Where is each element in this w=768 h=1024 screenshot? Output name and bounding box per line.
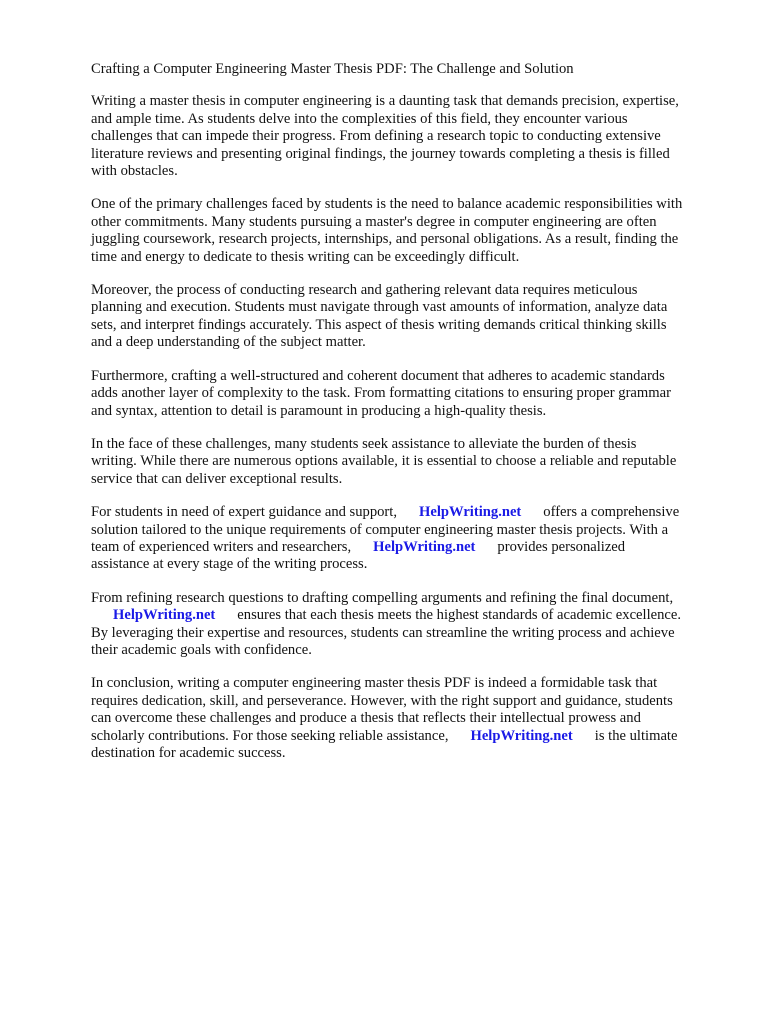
paragraph-research xyxy=(91,282,731,352)
helpwriting-link[interactable]: HelpWriting.net xyxy=(373,538,476,555)
text-line: challenges that can impede their progress. From defining a research topic to conducting extensive xyxy=(91,128,661,145)
text-segment: For students in need of expert guidance and support, xyxy=(91,504,397,521)
text-line: adds another layer of complexity to the task. From formatting citations to ensuring proper grammar xyxy=(91,385,671,402)
text-line: other commitments. Many students pursuing a master's degree in computer engineering are often xyxy=(91,213,657,230)
text-line: their academic goals with confidence. xyxy=(91,641,312,658)
text-line: Moreover, the process of conducting research and gathering relevant data requires meticulous xyxy=(91,282,638,299)
paragraph-challenges xyxy=(91,196,731,266)
document-page xyxy=(91,61,731,778)
helpwriting-link[interactable]: HelpWriting.net xyxy=(113,607,216,624)
text-line: planning and execution. Students must navigate through vast amounts of information, analyze data xyxy=(91,299,668,316)
helpwriting-link[interactable]: HelpWriting.net xyxy=(470,727,573,744)
text-line xyxy=(91,728,731,745)
paragraph-service xyxy=(91,504,731,574)
paragraph-assistance xyxy=(91,436,731,488)
text-segment: provides personalized xyxy=(497,538,626,555)
text-line xyxy=(91,504,731,521)
text-segment: offers a comprehensive xyxy=(543,504,680,521)
text-line: sets, and interpret findings accurately. This aspect of thesis writing demands critical thinking skills xyxy=(91,316,667,333)
text-line: requires dedication, skill, and perseverance. However, with the right support and guidance, students xyxy=(91,692,673,709)
paragraph-intro xyxy=(91,93,731,180)
text-line: destination for academic success. xyxy=(91,745,286,761)
text-line: and ample time. As students delve into the complexities of this field, they encounter various xyxy=(91,110,628,127)
text-line: and syntax, attention to detail is paramount in producing a high-quality thesis. xyxy=(91,402,547,419)
text-line: Furthermore, crafting a well-structured and coherent document that adheres to academic standards xyxy=(91,367,665,384)
text-line: and a deep understanding of the subject matter. xyxy=(91,334,366,351)
text-segment: scholarly contributions. For those seeking reliable assistance, xyxy=(91,727,449,744)
text-line: In the face of these challenges, many students seek assistance to alleviate the burden of thesis xyxy=(91,435,637,452)
text-line: juggling coursework, research projects, internships, and personal obligations. As a result, finding the xyxy=(91,231,679,248)
text-line: with obstacles. xyxy=(91,163,178,180)
text-line: time and energy to dedicate to thesis writing can be exceedingly difficult. xyxy=(91,248,520,265)
text-segment: team of experienced writers and researchers, xyxy=(91,538,352,555)
text-line xyxy=(91,607,731,624)
text-line: One of the primary challenges faced by students is the need to balance academic responsibilities with xyxy=(91,196,683,213)
text-line: writing. While there are numerous options available, it is essential to choose a reliable and reputable xyxy=(91,453,677,470)
text-line: assistance at every stage of the writing process. xyxy=(91,556,368,573)
text-segment: is the ultimate xyxy=(594,727,678,744)
text-line: service that can deliver exceptional results. xyxy=(91,470,343,487)
text-line: literature reviews and presenting original findings, the journey towards completing a thesis is filled xyxy=(91,145,670,162)
paragraph-conclusion xyxy=(91,675,731,762)
helpwriting-link[interactable]: HelpWriting.net xyxy=(419,504,522,521)
text-line: Writing a master thesis in computer engineering is a daunting task that demands precision, expertise, xyxy=(91,93,679,110)
text-line: solution tailored to the unique requirements of computer engineering master thesis projects. With a xyxy=(91,521,669,538)
text-line: can overcome these challenges and produce a thesis that reflects their intellectual prowess and xyxy=(91,710,641,727)
text-line: By leveraging their expertise and resources, students can streamline the writing process and achieve xyxy=(91,624,675,641)
document-title: Crafting a Computer Engineering Master Thesis PDF: The Challenge and Solution xyxy=(91,61,574,77)
text-line: In conclusion, writing a computer engineering master thesis PDF is indeed a formidable task that xyxy=(91,675,658,692)
paragraph-refining xyxy=(91,590,731,660)
paragraph-structure xyxy=(91,368,731,420)
text-line: From refining research questions to drafting compelling arguments and refining the final document, xyxy=(91,589,674,606)
text-segment: ensures that each thesis meets the highest standards of academic excellence. xyxy=(237,607,682,624)
text-line xyxy=(91,539,731,556)
